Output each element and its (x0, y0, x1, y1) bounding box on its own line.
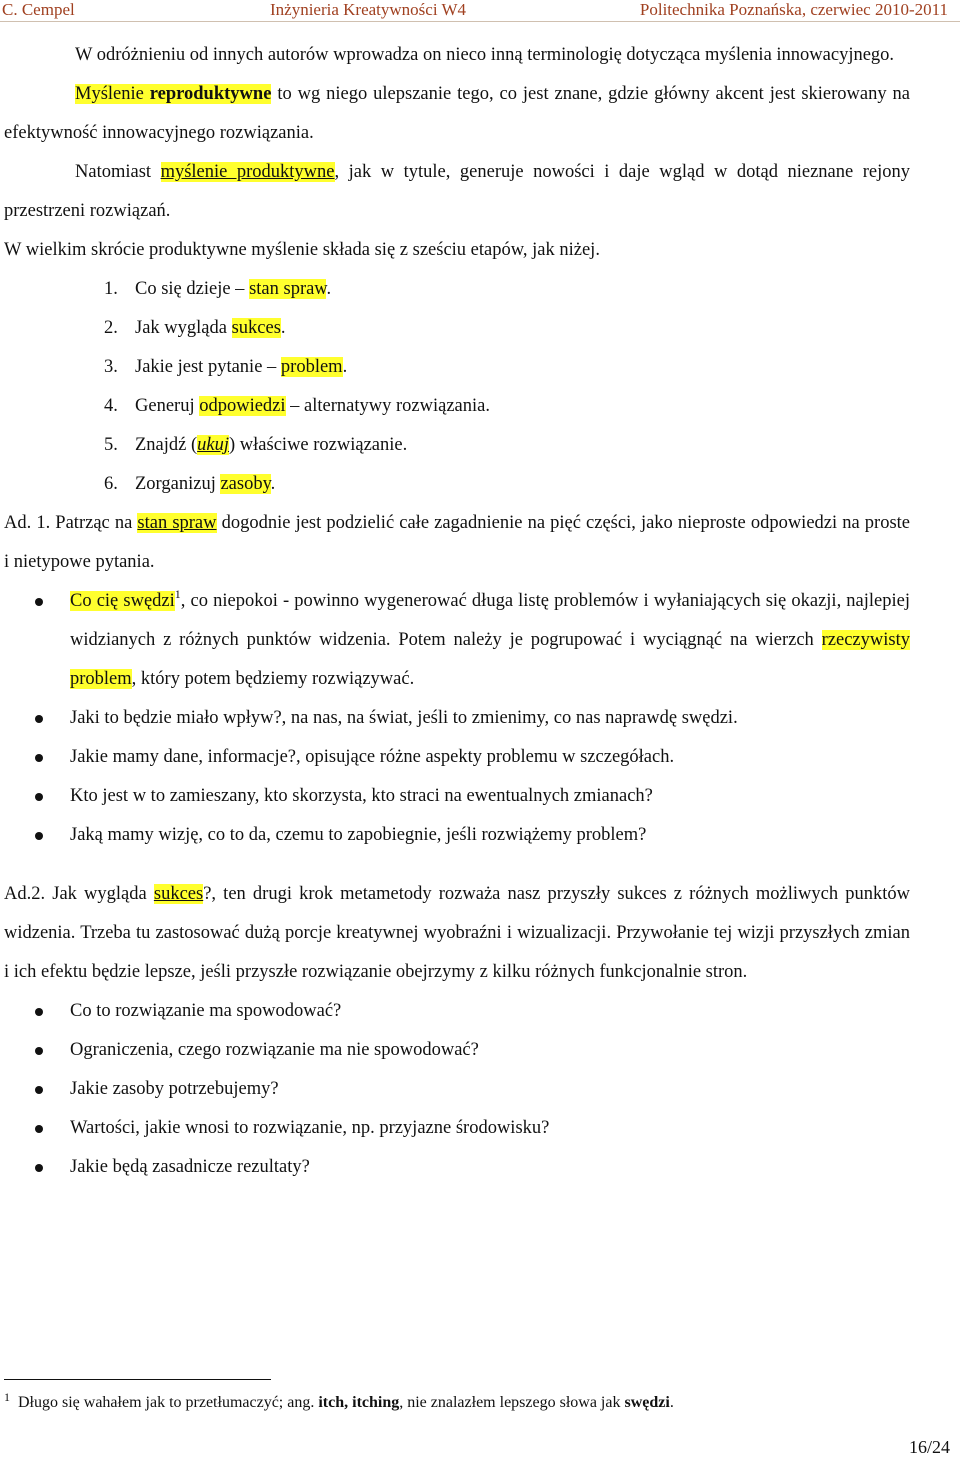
footnote-text-end: . (669, 1394, 674, 1411)
step-text-end: . (342, 357, 348, 377)
footnote-number: 1 (4, 1390, 10, 1404)
ad1-rest: dogodnie jest podzielić całe zagadnienie na pięć części, jako nieproste odpowiedzi na proste i nietypowe pytania. (4, 513, 911, 572)
step-text-end: . (270, 474, 276, 494)
intro-paragraph-3-rest: , jak w tytule, generuje nowości i daje wgląd w dotąd nieznane rejony przestrzeni rozwiązań. (4, 162, 910, 221)
step-number: 6. (104, 474, 118, 494)
footnote-bold-1: itch, itching (318, 1394, 400, 1411)
list-item (4, 992, 910, 1031)
bullet-icon (35, 598, 43, 606)
step-text-end: ) właściwe rozwiązanie. (229, 435, 408, 455)
bullet-text: Jaki to będzie miało wpływ?, na nas, na świat, jeśli to zmienimy, co nas naprawdę swędzi. (70, 708, 738, 728)
step-number: 2. (104, 318, 118, 338)
bullet-text: Wartości, jakie wnosi to rozwiązanie, np. przyjazne środowisku? (70, 1118, 550, 1138)
step-text-end: – alternatywy rozwiązania. (285, 396, 490, 416)
ad1-lead: Ad. 1. Patrząc na (4, 513, 138, 533)
ad1-bullet-list (4, 582, 910, 855)
footnote-ref: 1 (174, 587, 181, 601)
list-item (4, 777, 910, 816)
step-text-end: . (280, 318, 286, 338)
bullet-highlight: Co cię swędzi (70, 591, 175, 611)
list-item (4, 699, 910, 738)
step-text: Jak wygląda (135, 318, 232, 338)
intro-paragraph-2 (4, 75, 910, 153)
list-item (4, 426, 910, 465)
step-number: 3. (104, 357, 118, 377)
ad1-highlight: stan spraw (137, 513, 217, 533)
bullet-icon (35, 832, 43, 840)
list-item (4, 1031, 910, 1070)
step-highlight: odpowiedzi (199, 396, 286, 416)
bullet-icon (35, 1086, 43, 1094)
ad2-bullet-list (4, 992, 910, 1187)
list-item (4, 1070, 910, 1109)
footnote-bold-2: swędzi (624, 1394, 670, 1411)
bullet-icon (35, 1125, 43, 1133)
header-course: Inżynieria Kreatywności W4 (270, 0, 467, 19)
list-item (4, 348, 910, 387)
intro-paragraph-2-rest: to wg niego ulepszanie tego, co jest znane, gdzie główny akcent jest skierowany na efektywność innowacyjnego rozwiązania. (4, 84, 910, 143)
bullet-icon (35, 754, 43, 762)
step-highlight: sukces (231, 318, 281, 338)
bullet-icon (35, 793, 43, 801)
header-institution: Politechnika Poznańska, czerwiec 2010-2011 (639, 0, 948, 19)
bullet-text: Jakie mamy dane, informacje?, opisujące różne aspekty problemu w szczegółach. (70, 747, 675, 767)
step-text: Zorganizuj (135, 474, 221, 494)
footnote-text: Długo się wahałem jak to przetłumaczyć; ang. (18, 1394, 319, 1411)
step-text-end: . (326, 279, 332, 299)
steps-list (4, 270, 910, 504)
list-item (4, 309, 910, 348)
header-author: C. Cempel (2, 0, 75, 19)
footnote-rule (4, 1379, 271, 1380)
list-item (4, 738, 910, 777)
step-highlight: problem (280, 357, 343, 377)
intro-paragraph-3-lead: Natomiast (75, 162, 161, 182)
step-text: Znajdź ( (135, 435, 198, 455)
bullet-text-end: , który potem będziemy rozwiązywać. (131, 669, 415, 689)
footnote (4, 1386, 910, 1414)
bullet-icon (35, 1164, 43, 1172)
bullet-icon (35, 715, 43, 723)
step-number: 1. (104, 279, 118, 299)
bullet-text: , co niepokoi - powinno wygenerować długa listę problemów i wyłaniających się okazji, najlepiej widzianych z różnych punktów widzenia. Potem należy je pogrupować i wyciągnąć na wierzch (70, 591, 910, 650)
step-number: 4. (104, 396, 118, 416)
ad2-rest: ?, ten drugi krok metametody rozważa nasz przyszły sukces z różnych możliwych punktów widzenia. Trzeba tu zastosować dużą porcje kreatywnej wyobraźni i wizualizacji. Przywołanie tej wizji przyszłych zmian i ich efektu będzie lepsze, jeśli przyszłe rozwiązanie obejrzymy z kilku różnych funkcjonalnie stron. (4, 884, 910, 982)
bullet-text: Jaką mamy wizję, co to da, czemu to zapobiegnie, jeśli rozwiążemy problem? (70, 825, 647, 845)
bullet-text: Jakie będą zasadnicze rezultaty? (70, 1157, 310, 1177)
step-text: Jakie jest pytanie – (135, 357, 281, 377)
bullet-text: Ograniczenia, czego rozwiązanie ma nie spowodować? (70, 1040, 479, 1060)
step-text: Co się dzieje – (135, 279, 250, 299)
list-item (4, 1148, 910, 1187)
bullet-icon (35, 1047, 43, 1055)
page-header (0, 0, 960, 22)
ad1-paragraph (4, 504, 910, 582)
step-highlight: stan spraw (249, 279, 327, 299)
ad2-highlight: sukces (153, 884, 204, 904)
document-body (4, 36, 910, 1187)
intro-paragraph-3 (4, 153, 910, 231)
bullet-text: Jakie zasoby potrzebujemy? (70, 1079, 279, 1099)
page-number: 16/24 (908, 1437, 950, 1457)
term-reproductive-a: Myślenie (75, 84, 150, 104)
ad2-paragraph (4, 875, 910, 992)
step-number: 5. (104, 435, 118, 455)
list-item (4, 1109, 910, 1148)
list-item (4, 816, 910, 855)
bullet-highlight-2: rzeczywisty problem (70, 630, 910, 689)
list-item (4, 270, 910, 309)
step-highlight: ukuj (197, 435, 230, 455)
bullet-icon (35, 1008, 43, 1016)
term-reproductive-b: reproduktywne (149, 84, 272, 104)
step-highlight: zasoby (220, 474, 271, 494)
term-productive: myślenie produktywne (160, 162, 335, 182)
step-text: Generuj (135, 396, 200, 416)
intro-paragraph-1: W odróżnieniu od innych autorów wprowadza on nieco inną terminologię dotycząca myślenia innowacyjnego. (75, 45, 895, 65)
bullet-text: Co to rozwiązanie ma spowodować? (70, 1001, 342, 1021)
list-item (4, 387, 910, 426)
intro-paragraph-4: W wielkim skrócie produktywne myślenie składa się z sześciu etapów, jak niżej. (4, 240, 600, 260)
list-item (4, 582, 910, 699)
bullet-text: Kto jest w to zamieszany, kto skorzysta, kto straci na ewentualnych zmianach? (70, 786, 653, 806)
header-rule (0, 21, 960, 22)
list-item (4, 465, 910, 504)
ad2-lead: Ad.2. Jak wygląda (4, 884, 154, 904)
footnote-text-mid: , nie znalazłem lepszego słowa jak (399, 1394, 625, 1411)
spacer (4, 855, 910, 875)
